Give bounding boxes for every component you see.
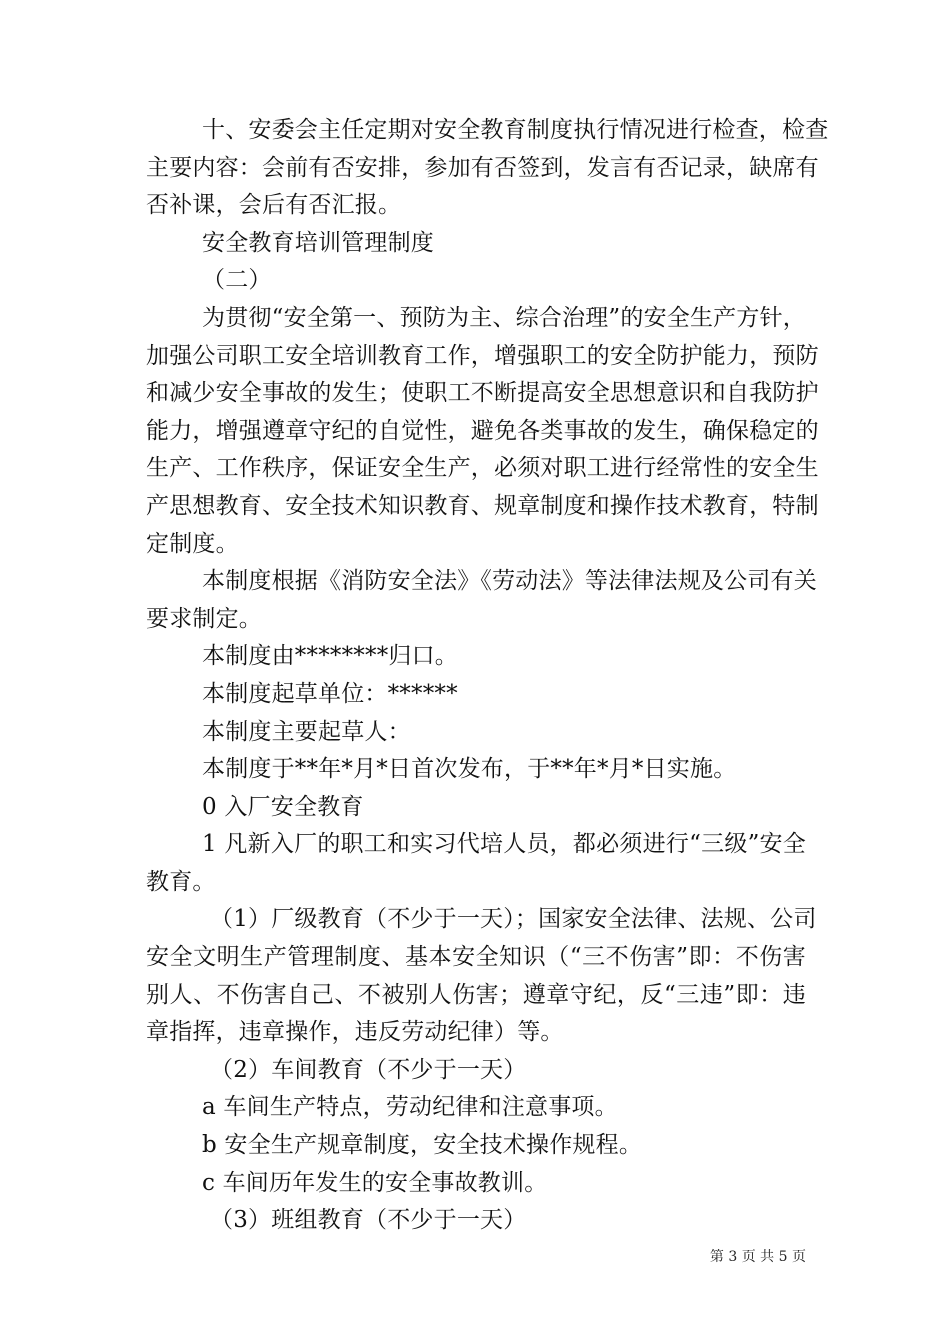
paragraph-line: 本制度由********归口。 bbox=[202, 643, 458, 670]
paragraph-line: 别人、不伤害自己、不被别人伤害；遵章守纪，反“三违”即：违 bbox=[146, 981, 806, 1008]
paragraph-line: 和减少安全事故的发生；使职工不断提高安全思想意识和自我防护 bbox=[146, 380, 819, 407]
paragraph-line: 生产、工作秩序，保证安全生产，必须对职工进行经常性的安全生 bbox=[146, 455, 819, 482]
list-item: c 车间历年发生的安全事故教训。 bbox=[202, 1169, 548, 1196]
list-item: （1）厂级教育（不少于一天）；国家安全法律、法规、公司 bbox=[210, 906, 817, 933]
paragraph-line: 1 凡新入厂的职工和实习代培人员，都必须进行“三级”安全 bbox=[202, 831, 806, 858]
list-item: （2）车间教育（不少于一天） bbox=[210, 1056, 527, 1083]
paragraph-line: 本制度于**年*月*日首次发布，于**年*月*日实施。 bbox=[202, 756, 737, 783]
paragraph-line: 加强公司职工安全培训教育工作，增强职工的安全防护能力，预防 bbox=[146, 342, 819, 369]
paragraph-line: 安全文明生产管理制度、基本安全知识（“三不伤害”即：不伤害 bbox=[146, 944, 806, 971]
paragraph-line: 主要内容：会前有否安排，参加有否签到，发言有否记录，缺席有 bbox=[146, 154, 819, 181]
section-subtitle: （二） bbox=[202, 267, 272, 294]
paragraph-line: 为贯彻“安全第一、预防为主、综合治理”的安全生产方针， bbox=[202, 304, 806, 331]
paragraph-line: 教育。 bbox=[146, 868, 216, 895]
page-number: 第 3 页 共 5 页 bbox=[709, 1249, 806, 1265]
paragraph-line: 产思想教育、安全技术知识教育、规章制度和操作技术教育，特制 bbox=[146, 492, 819, 519]
list-item: b 安全生产规章制度，安全技术操作规程。 bbox=[202, 1132, 643, 1159]
paragraph-line: 定制度。 bbox=[146, 530, 239, 557]
section-heading: 0 入厂安全教育 bbox=[202, 793, 364, 820]
paragraph-line: 本制度根据《消防安全法》《劳动法》等法律法规及公司有关 bbox=[202, 568, 817, 595]
paragraph-line: 要求制定。 bbox=[146, 605, 262, 632]
paragraph-line: 本制度主要起草人： bbox=[202, 718, 411, 745]
paragraph-line: 能力，增强遵章守纪的自觉性，避免各类事故的发生，确保稳定的 bbox=[146, 417, 819, 444]
list-item: （3）班组教育（不少于一天） bbox=[210, 1207, 527, 1234]
paragraph-line: 十、安委会主任定期对安全教育制度执行情况进行检查，检查 bbox=[202, 117, 829, 143]
section-title: 安全教育培训管理制度 bbox=[202, 229, 434, 256]
list-item: a 车间生产特点，劳动纪律和注意事项。 bbox=[202, 1094, 618, 1121]
paragraph-line: 否补课，会后有否汇报。 bbox=[146, 192, 402, 219]
paragraph-line: 本制度起草单位：****** bbox=[202, 680, 458, 707]
paragraph-line: 章指挥，违章操作，违反劳动纪律）等。 bbox=[146, 1019, 564, 1046]
document-body bbox=[146, 112, 829, 1240]
